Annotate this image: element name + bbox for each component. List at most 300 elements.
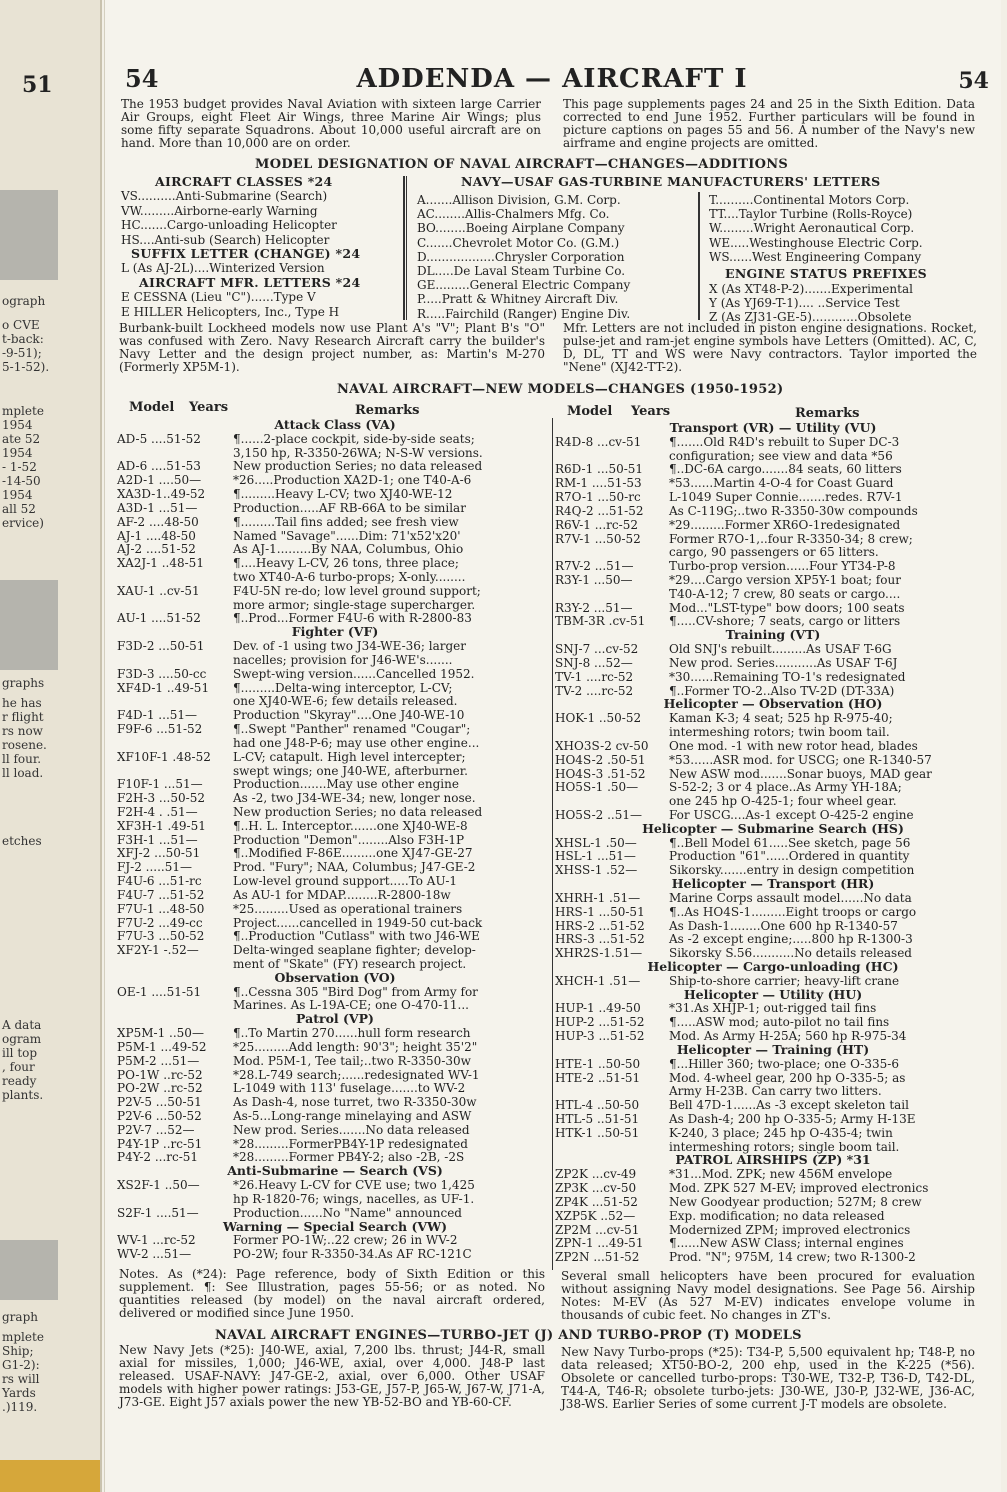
aircraft-class-entry: HS....Anti-sub (Search) Helicopter [121,232,330,247]
model-designation: HO4S-2 .50-51 [555,752,646,767]
model-remarks: had one J48-P-6; may use other engine... [233,735,480,750]
model-designation: ZPN-1 ...49-51 [555,1236,644,1251]
model-designation: XHSL-1 .50— [555,835,637,850]
model-designation: P5M-1 ...49-52 [117,1039,207,1054]
model-designation: FJ-2 .....51— [117,860,192,875]
gas-turbine-entry: P.....Pratt & Whitney Aircraft Div. [417,292,619,307]
engines-right: New Navy Turbo-props (*25): T34-P, 5,500 equivalent hp; T48-P, no data released; XT50-BO-2, 200 ehp, used in the K-225 (*56). Obsolete or cancelled turbo-props: T30-WE, T32-P, T36-D, T42-DL, T44-A, T46-R; obsolete turbo-jets: J30-WE, J30-P, J32-WE, J36-AC, J38-WS. Earlier Series of some current J-T models are obsolete. [561,1345,975,1411]
model-remarks: ¶..Cessna 305 "Bird Dog" from Army for [233,984,478,999]
model-designation: AD-6 ....51-53 [117,459,201,474]
model-designation: HTL-5 ..51-51 [555,1112,640,1126]
model-designation: ZP2N ...51-52 [555,1250,640,1265]
model-designation: F9F-6 ...51-52 [117,722,203,737]
previous-page-text: -14-50 [2,474,41,488]
model-designation: HUP-1 ..49-50 [555,1001,641,1016]
previous-page-text: ll four. [2,752,42,766]
model-designation: R4D-8 ...cv-51 [555,434,642,449]
model-designation: A3D-1 ...51— [117,500,198,515]
model-remarks: Swept-wing version......Cancelled 1952. [233,666,475,681]
model-remarks: As Dash-4; 200 hp O-335-5; Army H-13E [669,1112,916,1126]
gas-turbine-entry: DL.....De Laval Steam Turbine Co. [417,264,626,278]
previous-page-text: ll load. [2,766,44,780]
model-subheading: Helicopter — Submarine Search (HS) [642,820,904,836]
model-designation: XHRH-1 .51— [555,890,641,905]
model-designation: XA3D-1..49-52 [117,487,206,502]
previous-page-text: .)119. [2,1400,38,1414]
intro-left: The 1953 budget provides Naval Aviation with sixteen large Carrier Air Groups, eight Fleet Air Wings, three Marine Air Wings; plus some fifty separate Squadrons. About 10,000 useful aircraft are on hand. More than 10,000 are on order. [121,97,541,150]
model-subheading: Attack Class (VA) [274,417,396,432]
model-remarks: Marines. As L-19A-CE; one O-470-11... [233,998,469,1013]
model-remarks: ¶......New ASW Class; internal engines [669,1236,904,1251]
model-designation: P2V-5 ...50-51 [117,1095,202,1110]
model-subheading: Training (VT) [725,627,821,643]
model-remarks: Prod. "N"; 975M, 14 crew; two R-1300-2 [669,1250,916,1265]
previous-page-text: r flight [2,710,44,724]
previous-page-text: G1-2): [2,1358,40,1372]
model-designation: F7U-2 ...49-cc [117,915,203,930]
suffix-heading: SUFFIX LETTER (CHANGE) *24 [131,246,361,261]
model-remarks: F4U-5N re-do; low level ground support; [233,583,481,598]
model-remarks: ¶...Hiller 360; two-place; one O-335-6 [669,1056,899,1071]
model-designation: XS2F-1 ..50— [117,1178,200,1193]
model-designation: HOK-1 ..50-52 [555,711,642,726]
model-remarks: Project......cancelled in 1949-50 cut-back [233,915,483,930]
model-remarks: Named "Savage"......Dim: 71'x52'x20' [233,528,461,543]
model-remarks: New production Series; no data released [233,804,483,819]
divider [403,176,405,320]
divider [698,192,700,320]
model-remarks: hp R-1820-76; wings, nacelles, as UF-1. [233,1191,475,1206]
model-remarks: L-1049 with 113' fuselage.......to WV-2 [233,1081,466,1096]
model-remarks: 3,150 hp, R-3350-26WA; N-S-W versions. [233,445,483,460]
previous-page-text: etches [2,834,42,848]
previous-page-text: -9-51); [2,346,42,360]
previous-page-text: rosene. [2,738,47,752]
model-remarks: Exp. modification; no data released [669,1208,885,1223]
model-remarks: T40-A-12; 7 crew, 80 seats or cargo.... [669,586,901,601]
model-remarks: Dev. of -1 using two J34-WE-36; larger [233,639,466,654]
previous-page-text: rs will [2,1372,40,1386]
model-remarks: Former R7O-1,..four R-3350-34; 8 crew; [669,531,913,546]
model-remarks: L-CV; catapult. High level intercepter; [233,749,466,764]
model-remarks: Mod..."LST-type" bow doors; 100 seats [669,600,905,615]
model-remarks: Production "Skyray"....One J40-WE-10 [233,708,465,723]
model-remarks: S-52-2; 3 or 4 place..As Army YH-18A; [669,780,902,795]
model-subheading: Anti-Submarine — Search (VS) [227,1163,443,1179]
divider [406,176,407,320]
model-designation: XP5M-1 ..50— [117,1026,204,1041]
model-remarks: New production Series; no data released [233,459,483,474]
model-designation: F3D-2 ...50-51 [117,639,205,654]
previous-page-text: Ship; [2,1344,34,1358]
model-remarks: *26.....Production XA2D-1; one T40-A-6 [233,473,472,488]
page-54 [104,0,1001,1492]
model-remarks: New prod. Series...........As USAF T-6J [669,655,898,670]
model-designation: R7O-1 ...50-rc [555,490,641,505]
model-designation: P4Y-2 ...rc-51 [117,1150,199,1165]
model-remarks: Army H-23B. Can carry two litters. [669,1084,882,1099]
model-remarks: ment of "Skate" (FY) research project. [233,956,467,971]
engine-status-heading: ENGINE STATUS PREFIXES [725,266,927,281]
previous-page-text: mplete [2,404,44,418]
previous-page-text: ill top [2,1046,38,1060]
model-remarks: Prod. "Fury"; NAA, Columbus; J47-GE-2 [233,860,476,875]
previous-page-text: ready [2,1074,37,1088]
model-remarks: ¶..To Martin 270......hull form research [233,1026,471,1041]
model-remarks: intermeshing rotors; single boom tail. [669,1139,900,1154]
model-subheading: Fighter (VF) [291,624,379,640]
page-number-left: 54 [125,64,159,93]
model-remarks: Bell 47D-1......As -3 except skeleton tail [669,1098,909,1113]
model-remarks: *31.As XHJP-1; out-rigged tail fins [669,1001,877,1016]
gas-turbine-entry: C.......Chevrolet Motor Co. (G.M.) [417,235,620,250]
model-designation: P2V-7 ...52— [117,1122,195,1137]
model-remarks: ¶.........Heavy L-CV; two XJ40-WE-12 [233,487,453,502]
model-remarks: *28.L-749 search;......redesignated WV-1 [233,1067,480,1082]
model-remarks: one XJ40-WE-6; few details released. [233,694,458,709]
model-designation: R7V-2 ...51— [555,559,634,574]
model-designation: F4D-1 ...51— [117,708,198,723]
model-remarks: ¶..Modified F-86E.........one XJ47-GE-27 [233,846,473,861]
model-remarks: As -2 except engine;.....800 hp R-1300-3 [669,932,913,947]
model-subheading: PATROL AIRSHIPS (ZP) *31 [675,1152,871,1168]
model-designation: A2D-1 ....50— [117,473,202,488]
model-designation: XF10F-1 .48-52 [117,749,211,764]
model-remarks: Mod. P5M-1, Tee tail;..two R-3350-30w [233,1053,471,1068]
model-designation: HO5S-1 .50— [555,780,639,795]
gas-turbine-entry: W.........Wright Aeronautical Corp. [709,221,915,236]
classes-heading: AIRCRAFT CLASSES *24 [155,174,333,189]
model-remarks: ¶..Production "Cutlass" with two J46-WE [233,929,480,944]
model-remarks: Mod. 4-wheel gear, 200 hp O-335-5; as [669,1070,906,1085]
book-cover-edge [0,1460,100,1492]
model-remarks: As AU-1 for MDAP.........R-2800-18w [233,887,451,902]
model-remarks: *28.........Former PB4Y-2; also -2B, -2S [233,1150,465,1165]
model-designation: XHCH-1 .51— [555,973,641,988]
previous-page-strip [0,0,102,1492]
model-remarks: nacelles; provision for J46-WE's....... [233,652,453,667]
model-designation: S2F-1 ....51— [117,1205,199,1220]
model-designation: R6V-1 ...rc-52 [555,517,638,532]
previous-page-text: 1954 [2,488,33,502]
model-designation: R4Q-2 ...51-52 [555,503,644,518]
mfr-letter-entry: E CESSNA (Lieu "C")......Type V [121,290,316,304]
model-subheading: Observation (VO) [274,969,396,985]
col-model-right: Model [567,404,613,419]
previous-page-text: all 52 [2,502,36,516]
engine-status-entry: X (As XT48-P-2).......Experimental [709,282,913,296]
model-designation: HTE-1 ..50-50 [555,1056,641,1071]
model-remarks: K-240, 3 place; 245 hp O-435-4; twin [669,1125,893,1140]
model-designation: AD-5 ....51-52 [117,431,201,446]
model-designation: F10F-1 ...51— [117,777,203,792]
model-designation: HRS-3 ...51-52 [555,932,645,947]
model-designation: F2H-4 . .51— [117,804,198,819]
models-heading: NAVAL AIRCRAFT—NEW MODELS—CHANGES (1950-1952) [337,382,784,397]
model-remarks: Modernized ZPM; improved electronics [669,1222,911,1237]
model-remarks: *26.Heavy L-CV for CVE use; two 1,425 [233,1178,475,1193]
model-designation: XF3H-1 .49-51 [117,818,206,833]
previous-page-text: ograph [2,294,46,308]
model-remarks: ¶..Bell Model 61.....See sketch, page 56 [669,835,911,850]
model-remarks: Kaman K-3; 4 seat; 525 hp R-975-40; [669,711,893,726]
model-designation: PO-2W ..rc-52 [117,1081,203,1096]
page-header [119,64,989,96]
previous-page-text: graphs [2,676,45,690]
model-remarks: New ASW mod.......Sonar buoys, MAD gear [669,766,932,781]
model-remarks: L-1049 Super Connie.......redes. R7V-1 [669,490,903,505]
model-subheading: Helicopter — Utility (HU) [683,986,863,1002]
model-designation: TBM-3R .cv-51 [555,614,646,629]
model-remarks: ¶.......Old R4D's rebuilt to Super DC-3 [669,434,900,449]
model-remarks: Mod. As Army H-25A; 560 hp R-975-34 [669,1029,907,1044]
model-designation: PO-1W ..rc-52 [117,1067,203,1082]
model-designation: XHR2S-1.51— [555,946,643,961]
previous-page-text: ervice) [2,516,44,530]
previous-page-text: mplete [2,1330,44,1344]
model-remarks: PO-2W; four R-3350-34.As AF RC-121C [233,1247,472,1262]
model-remarks: ¶..Prod...Former F4U-6 with R-2800-83 [233,611,472,626]
model-designation: ZP2M ...cv-51 [555,1222,640,1237]
mfr-note: Burbank-built Lockheed models now use Plant A's "V"; Plant B's "O" was confused with Zero. Navy Research Aircraft carry the builder's Navy Letter and the design project number, as: Martin's M-270 (Formerly XP5M-1). [119,321,545,374]
previous-page-number: 51 [22,72,53,98]
gas-turbine-entry: A.......Allison Division, G.M. Corp. [417,193,621,207]
gas-turbine-entry: TT....Taylor Turbine (Rolls-Royce) [709,207,913,222]
mfr-letter-entry: E HILLER Helicopters, Inc., Type H [121,304,340,319]
previous-page-text: A data [2,1018,42,1032]
model-remarks: ¶.........Delta-wing interceptor, L-CV; [233,680,453,695]
model-designation: ZP2K ...cv-49 [555,1167,637,1182]
gas-turbine-entry: AC........Allis-Chalmers Mfg. Co. [417,207,610,222]
model-designation: RM-1 ....51-53 [555,476,642,491]
model-remarks: ¶..DC-6A cargo.......84 seats, 60 litters [669,462,902,477]
previous-page-photo [0,190,58,280]
model-designation: ZP4K ...51-52 [555,1194,638,1209]
engine-status-entry: Z (As ZJ31-GE-5)............Obsolete [709,310,912,325]
previous-page-text: rs now [2,724,43,738]
model-remarks: Ship-to-shore carrier; heavy-lift crane [669,973,900,988]
model-designation: F3H-1 ...51— [117,832,198,847]
previous-page-text: plants. [2,1088,44,1102]
model-remarks: Production "Demon"........Also F3H-1P [233,832,465,847]
previous-page-text: - 1-52 [2,460,37,474]
gas-turbine-entry: GE.........General Electric Company [417,278,631,293]
gas-turbine-heading: NAVY—USAF GAS-TURBINE MANUFACTURERS' LETTERS [461,174,881,189]
model-remarks: ¶......2-place cockpit, side-by-side seats; [233,431,475,446]
model-remarks: ¶..As HO4S-1.........Eight troops or cargo [669,904,917,919]
model-designation: AJ-2 ....51-52 [117,542,196,557]
model-designation: XF2Y-1 -.52— [117,943,199,958]
model-remarks: ¶..Former TO-2..Also TV-2D (DT-33A) [669,683,895,698]
model-designation: F4U-6 ...51-rc [117,874,202,889]
model-remarks: New prod. Series.......No data released [233,1122,470,1137]
model-designation: HTK-1 ..50-51 [555,1125,640,1140]
model-remarks: *53......ASR mod. for USCG; one R-1340-57 [669,752,932,767]
model-remarks: one 245 hp O-425-1; four wheel gear. [669,794,897,809]
model-designation: HUP-3 ...51-52 [555,1029,645,1044]
model-designation: P5M-2 ...51— [117,1053,200,1068]
notes-right: Several small helicopters have been procured for evaluation without assigning Navy model designations. See Page 56. Airship Notes: M-EV (As 527 M-EV) indicates envelope volume in thousands of cubic feet. No changes in ZT's. [561,1269,975,1322]
model-remarks: Marine Corps assault model......No data [669,890,912,905]
model-remarks: *28.........FormerPB4Y-1P redesignated [233,1136,468,1151]
model-subheading: Helicopter — Observation (HO) [663,696,883,712]
model-remarks: Sikorsky.......entry in design competition [669,863,915,878]
model-remarks: Mod. ZPK 527 M-EV; improved electronics [669,1181,929,1196]
model-designation: OE-1 ....51-51 [117,984,202,999]
engines-left: New Navy Jets (*25): J40-WE, axial, 7,200 lbs. thrust; J44-R, small axial for missiles, 1,000; J46-WE, axial, over 4,000. J48-P last released. USAF-NAVY: J47-GE-2, axial, over 6,000. Other USAF models with higher power ratings: J53-GE, J57-P, J65-W, J67-W, J71-A, J73-GE. Eight J57 axials power the new YB-52-BO and YB-60-CF. [119,1343,545,1409]
model-remarks: For USCG....As-1 except O-425-2 engine [669,807,914,822]
page-number-right: 54 [958,68,989,94]
model-designation: ZP3K ...cv-50 [555,1181,637,1196]
col-years-right: Years [631,404,671,419]
aircraft-class-entry: VW.........Airborne-early Warning [121,203,318,218]
model-remarks: *25.........Used as operational trainers [233,901,463,916]
model-designation: HRS-2 ...51-52 [555,918,645,933]
aircraft-class-entry: HC.......Cargo-unloading Helicopter [121,218,337,232]
previous-page-text: graph [2,1310,38,1324]
model-designation: XZP5K ..52— [555,1208,636,1223]
model-remarks: ¶.....CV-shore; 7 seats, cargo or litters [669,614,901,629]
model-designation: WV-1 ...rc-52 [117,1233,196,1248]
previous-page-text: 1954 [2,446,33,460]
model-remarks: ¶....Heavy L-CV, 26 tons, three place; [233,556,459,571]
gas-turbine-entry: WS......West Engineering Company [709,249,922,264]
model-remarks: Production "61"......Ordered in quantity [669,849,910,864]
notes-left: Notes. As (*24): Page reference, body of Sixth Edition or this supplement. ¶: See Illustration, pages 55-56; or as noted. No quantities released (by model) on the naval aircraft ordered, delivered or modified since June 1950. [119,1267,545,1320]
col-years-left: Years [189,400,229,415]
model-remarks: Turbo-prop version......Four YT34-P-8 [669,559,896,574]
gas-turbine-entry: D..................Chrysler Corporation [417,249,625,264]
model-designation: WV-2 ...51— [117,1247,192,1262]
page-title: ADDENDA — AIRCRAFT I [356,64,748,94]
model-subheading: Helicopter — Transport (HR) [671,876,875,892]
model-remarks: Former PO-1W;..22 crew; 26 in WV-2 [233,1233,458,1248]
model-designation: TV-2 ....rc-52 [555,683,634,698]
model-remarks: New Goodyear production; 527M; 8 crew [669,1194,922,1209]
model-designation: F3D-3 ....50-cc [117,666,207,681]
model-remarks: *30......Remaining TO-1's redesignated [669,669,906,684]
intro-right: This page supplements pages 24 and 25 in the Sixth Edition. Data corrected to end June 1952. Further particulars will be found in picture captions on pages 55 and 56. A number of the Navy's new airframe and engine projects are omitted. [563,97,975,150]
previous-page-text: , four [2,1060,35,1074]
mfr-heading: AIRCRAFT MFR. LETTERS *24 [139,275,361,290]
model-designation: XF4D-1 ..49-51 [117,680,210,695]
designation-heading: MODEL DESIGNATION OF NAVAL AIRCRAFT—CHANGES—ADDITIONS [255,157,789,172]
model-designation: P4Y-1P ..rc-51 [117,1136,203,1151]
gas-turbine-entry: WE.....Westinghouse Electric Corp. [709,235,923,250]
model-remarks: As C-119G;..two R-3350-30w compounds [669,503,918,518]
model-remarks: intermeshing rotors; twin boom tail. [669,725,890,740]
model-designation: HTL-4 ..50-50 [555,1098,640,1113]
previous-page-text: Yards [2,1386,36,1400]
model-designation: XFJ-2 ...50-51 [117,846,201,861]
engines-heading: NAVAL AIRCRAFT ENGINES—TURBO-JET (J) AND TURBO-PROP (T) MODELS [215,1328,802,1343]
model-designation: SNJ-7 ...cv-52 [555,642,639,657]
previous-page-text: ogram [2,1032,42,1046]
model-designation: F4U-7 ...51-52 [117,887,205,902]
gas-turbine-entry: BO........Boeing Airplane Company [417,221,625,236]
model-remarks: cargo, 90 passengers or 65 litters. [669,545,879,560]
model-designation: R3Y-2 ...51— [555,600,633,615]
model-subheading: Transport (VR) — Utility (VU) [669,420,877,435]
mfr-engine-note: Mfr. Letters are not included in piston engine designations. Rocket, pulse-jet and ram-jet engine symbols have Letters (Omitted). AC, C, D, DL, TT and WS were Navy contractors. Taylor imported the "Nene" (XJ42-TT-2). [563,321,977,374]
gas-turbine-entry: T..........Continental Motors Corp. [709,193,910,207]
model-designation: HTE-2 ..51-51 [555,1070,641,1085]
model-remarks: *53......Martin 4-O-4 for Coast Guard [669,476,894,491]
model-remarks: swept wings; one J40-WE, afterburner. [233,763,468,778]
model-designation: XA2J-1 ..48-51 [117,556,204,571]
model-remarks: two XT40-A-6 turbo-props; X-only........ [233,570,466,585]
model-remarks: ¶.........Tail fins added; see fresh view [233,514,459,529]
engine-status-entry: Y (As YJ69-T-1).... ..Service Test [709,296,900,311]
model-remarks: Production......No "Name" announced [233,1205,462,1220]
model-designation: TV-1 ....rc-52 [555,669,634,684]
model-remarks: *29.........Former XR6O-1redesignated [669,517,901,532]
model-designation: SNJ-8 ...52— [555,655,633,670]
col-remarks-left: Remarks [355,403,420,418]
previous-page-text: t-back: [2,332,44,346]
model-remarks: *31...Mod. ZPK; new 456M envelope [669,1167,893,1182]
model-remarks: Old SNJ's rebuilt.........As USAF T-6G [669,642,892,657]
model-remarks: configuration; see view and data *56 [669,448,893,463]
model-subheading: Helicopter — Cargo-unloading (HC) [647,958,899,974]
model-remarks: As-5...Long-range minelaying and ASW [233,1109,472,1123]
model-remarks: Delta-winged seaplane fighter; develop- [233,943,476,958]
model-remarks: more armor; single-stage supercharger. [233,597,476,612]
col-remarks-right: Remarks [795,406,860,421]
model-remarks: ¶..H. L. Interceptor.......one XJ40-WE-8 [233,818,468,833]
model-subheading: Warning — Special Search (VW) [222,1218,448,1234]
model-remarks: As -2, two J34-WE-34; new, longer nose. [233,791,476,806]
model-remarks: ¶.....ASW mod; auto-pilot no tail fins [669,1015,890,1030]
model-remarks: Sikorsky S.56...........No details released [669,946,912,961]
model-designation: XHO3S-2 cv-50 [555,738,649,753]
model-remarks: As Dash-4, nose turret, two R-3350-30w [233,1095,477,1110]
model-designation: HO4S-3 .51-52 [555,766,646,781]
model-designation: F2H-3 ...50-52 [117,791,205,806]
previous-page-photo [0,1240,58,1300]
model-designation: HO5S-2 ..51— [555,807,642,822]
model-remarks: *29....Cargo version XP5Y-1 boat; four [669,573,901,588]
previous-page-photo [0,580,58,670]
model-designation: XHSS-1 .52— [555,863,638,878]
model-designation: AJ-1 ....48-50 [117,528,196,543]
model-designation: AF-2 ....48-50 [117,514,199,529]
previous-page-text: 5-1-52). [2,360,50,374]
previous-page-text: ate 52 [2,432,41,446]
model-remarks: Low-level ground support.....To AU-1 [233,874,458,889]
model-designation: HSL-1 ...51— [555,849,636,864]
column-divider [552,418,553,1270]
model-designation: F7U-3 ...50-52 [117,929,205,944]
model-designation: F7U-1 ...48-50 [117,901,205,916]
model-remarks: ¶..Swept "Panther" renamed "Cougar"; [233,722,471,737]
previous-page-text: 1954 [2,418,33,432]
model-remarks: Production.......May use other engine [233,777,459,792]
gas-turbine-entry: R.....Fairchild (Ranger) Engine Div. [417,306,631,321]
model-subheading: Helicopter — Training (HT) [676,1041,870,1057]
aircraft-class-entry: VS..........Anti-Submarine (Search) [121,189,328,203]
model-designation: P2V-6 ...50-52 [117,1109,202,1123]
suffix-entry: L (As AJ-2L)....Winterized Version [121,261,325,275]
model-designation: HRS-1 ...50-51 [555,904,645,919]
model-designation: R3Y-1 ...50— [555,573,633,588]
model-subheading: Patrol (VP) [296,1011,374,1027]
model-designation: R7V-1 ...50-52 [555,531,641,546]
col-model-left: Model [129,400,175,415]
model-remarks: One mod. -1 with new rotor head, blades [669,738,918,753]
model-remarks: Production.....AF RB-66A to be similar [233,500,466,515]
previous-page-text: o CVE [2,318,40,332]
